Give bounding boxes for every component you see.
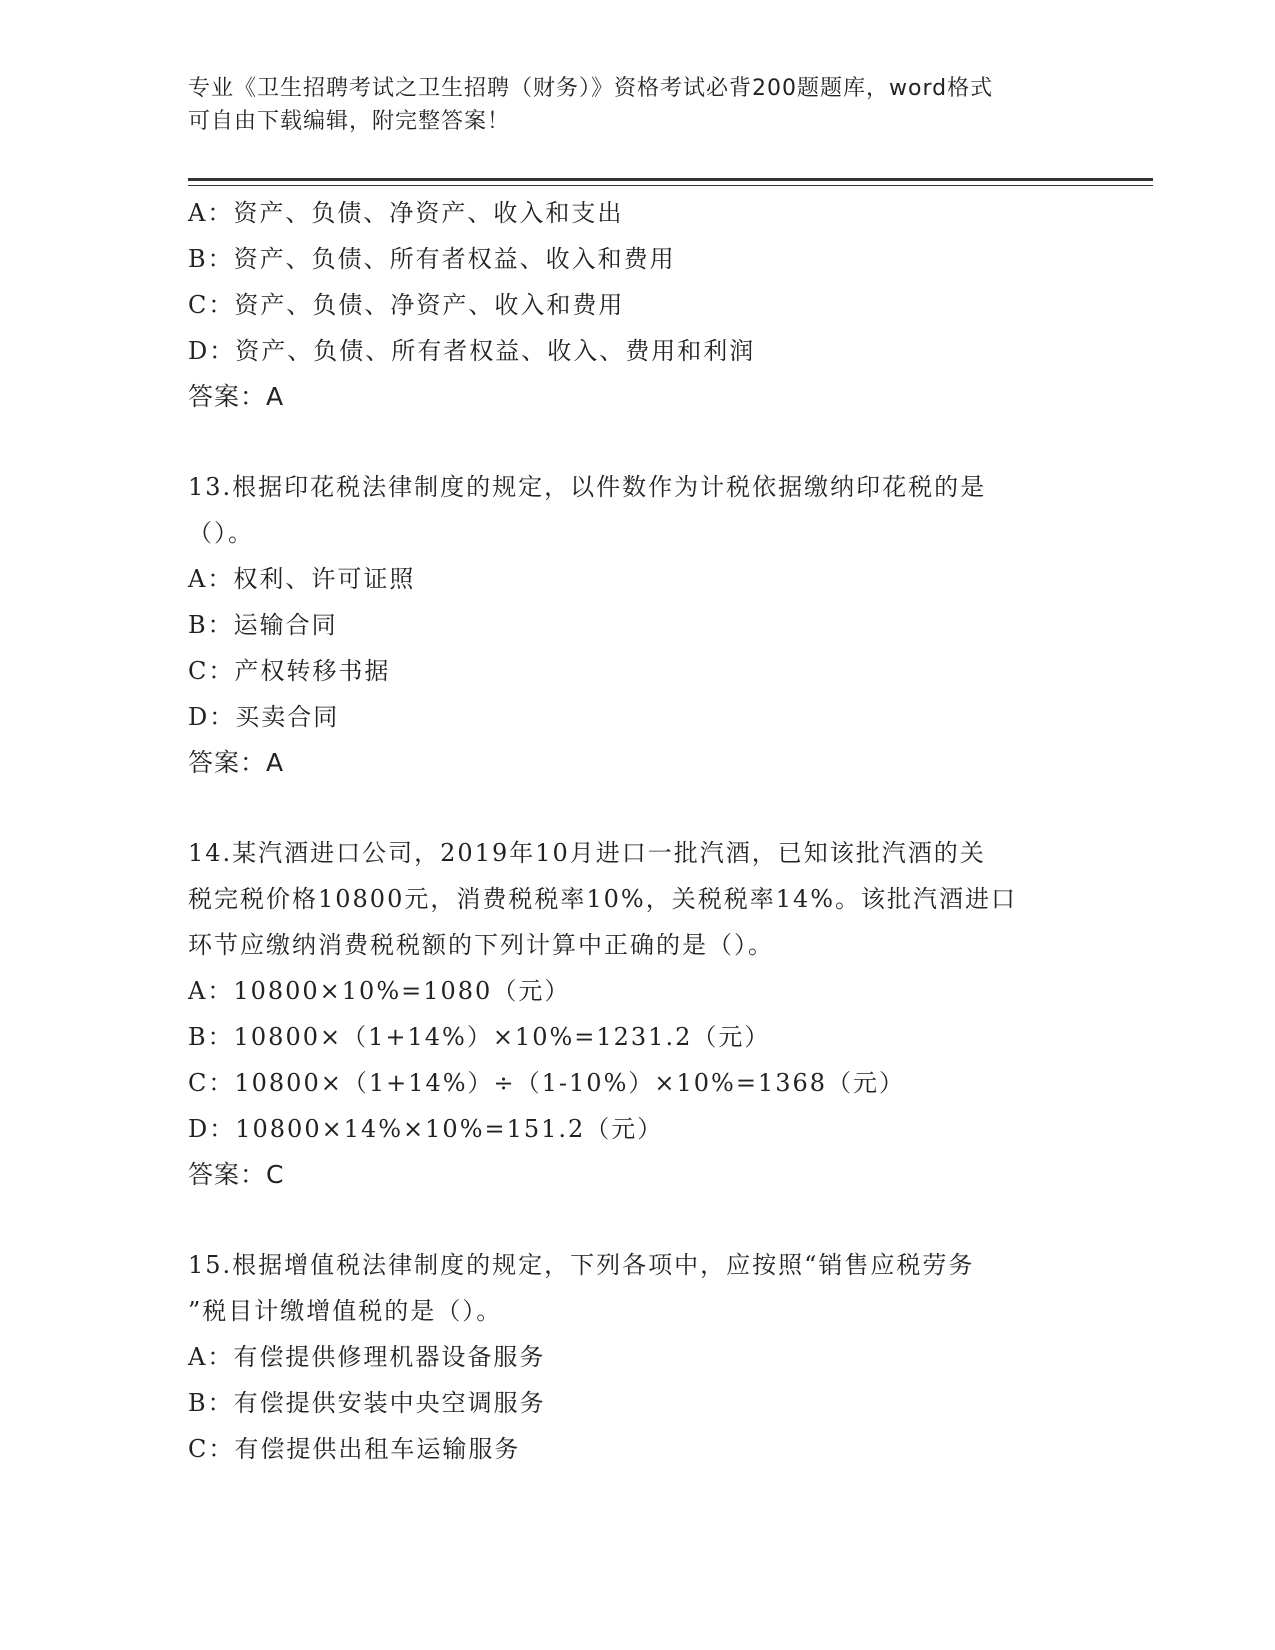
question-text-line: （）。 [188,519,254,547]
answer: 答案：A [188,748,285,777]
question-text-line: 环节应缴纳消费税税额的下列计算中正确的是（）。 [188,931,774,959]
option-c: C：产权转移书据 [188,657,391,685]
option-b: B：运输合同 [188,611,338,639]
option-c: C：10800×（1+14%）÷（1-10%）×10%=1368（元） [188,1069,906,1097]
question-text-line: 14.某汽酒进口公司，2019年10月进口一批汽酒，已知该批汽酒的关 [188,839,986,867]
question-13 [188,464,1088,786]
question-text-line: 15.根据增值税法律制度的规定，下列各项中，应按照“销售应税劳务 [188,1251,975,1279]
option-b: B：10800×（1+14%）×10%=1231.2（元） [188,1023,771,1051]
header-divider-thin [188,185,1153,186]
question-list [188,190,1088,1472]
answer: 答案：C [188,1160,285,1189]
option-b: B：资产、负债、所有者权益、收入和费用 [188,245,676,273]
option-d: D：10800×14%×10%=151.2（元） [188,1115,664,1143]
spacer [188,420,1088,464]
question-14 [188,830,1088,1198]
option-a: A：权利、许可证照 [188,565,416,593]
option-c: C：资产、负债、净资产、收入和费用 [188,291,625,319]
spacer [188,1198,1088,1242]
header-line-1: 专业《卫生招聘考试之卫生招聘（财务）》资格考试必背200题题库，word格式 [188,76,994,101]
question-12 [188,190,1088,420]
option-b: B：有偿提供安装中央空调服务 [188,1389,546,1417]
option-a: A：10800×10%=1080（元） [188,977,571,1005]
option-a: A：有偿提供修理机器设备服务 [188,1343,546,1371]
header-divider-thick [188,178,1153,181]
option-d: D：买卖合同 [188,703,340,731]
header-line-2: 可自由下载编辑，附完整答案！ [188,109,511,134]
question-text-line: 税完税价格10800元，消费税税率10%，关税税率14%。该批汽酒进口 [188,885,1018,913]
question-15 [188,1242,1088,1472]
option-d: D：资产、负债、所有者权益、收入、费用和利润 [188,337,756,365]
spacer [188,786,1088,830]
answer: 答案：A [188,382,285,411]
question-text-line: ”税目计缴增值税的是（）。 [188,1297,503,1325]
option-a: A：资产、负债、净资产、收入和支出 [188,199,624,227]
option-c: C：有偿提供出租车运输服务 [188,1435,521,1463]
document-header [188,72,1068,138]
question-text-line: 13.根据印花税法律制度的规定，以件数作为计税依据缴纳印花税的是 [188,473,987,501]
